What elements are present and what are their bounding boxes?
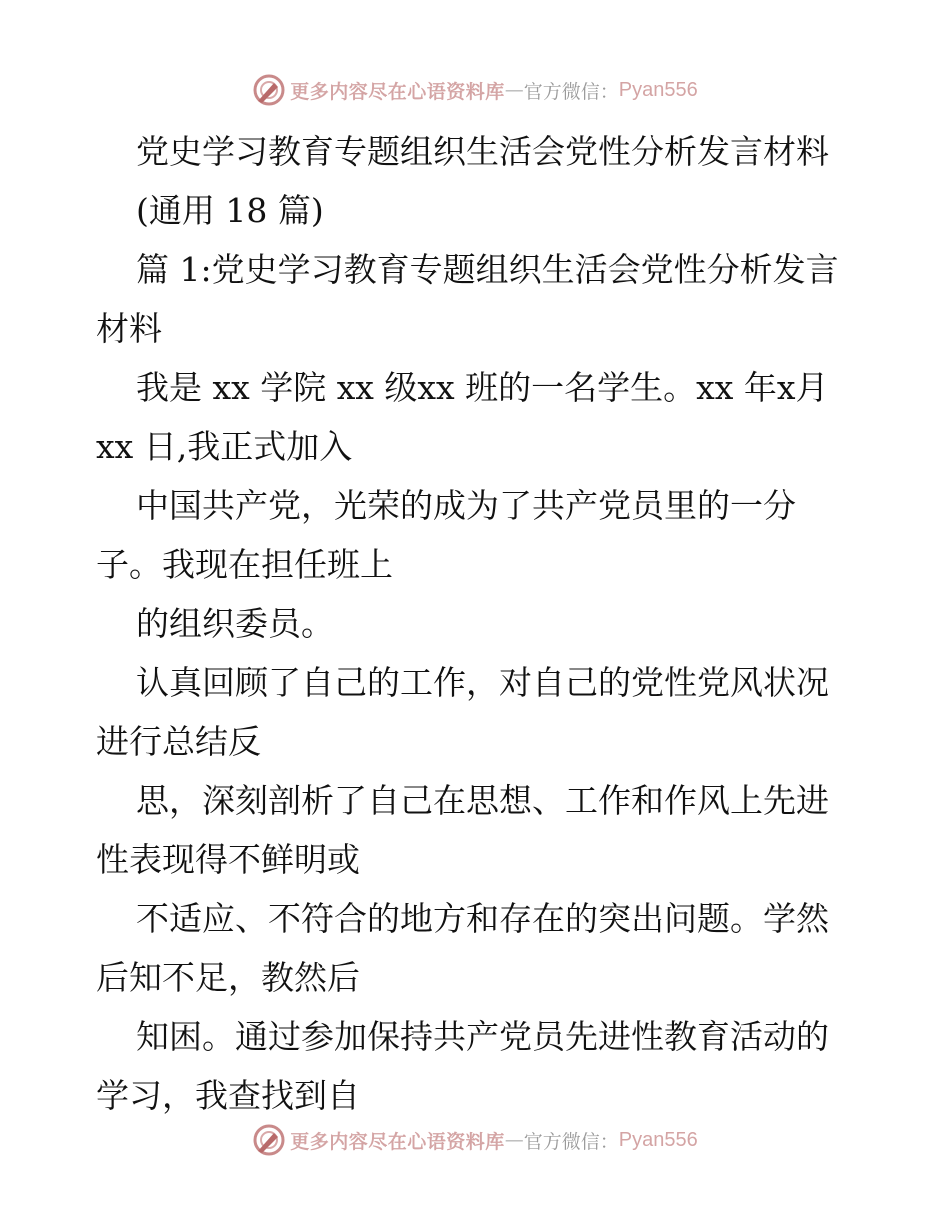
- watermark-dash: —: [504, 79, 524, 101]
- watermark-header: [0, 70, 950, 110]
- title-line-2: (通用 18 篇): [136, 191, 324, 230]
- document-body: [96, 122, 856, 1125]
- watermark-id: Pyan556: [618, 1128, 698, 1151]
- heading-line-1: 篇 1:党史学习教育专题组织生活会党性分析发: [136, 250, 806, 289]
- paragraph: [96, 1007, 856, 1125]
- paragraph: [96, 476, 856, 594]
- paragraph-line: 月xx 日,我正式加入: [96, 368, 829, 466]
- paragraph-line: 学习，我查找到自: [96, 1076, 360, 1115]
- watermark-site: 更多内容尽在心语资料库: [290, 80, 505, 103]
- paragraph-line: 中国共产党，光荣的成为了共产党员里的一分: [136, 486, 796, 525]
- watermark-footer: [0, 1120, 950, 1160]
- paragraph-line: 我是 xx 学院 xx 级xx 班的一名学生。xx 年x: [136, 368, 796, 407]
- paragraph: [96, 358, 856, 476]
- paragraph: [96, 889, 856, 1007]
- paragraph-line: 进行总结反: [96, 722, 261, 761]
- pen-logo-icon: [252, 1123, 286, 1157]
- paragraph-line: 后知不足，教然后: [96, 958, 360, 997]
- paragraph: [96, 653, 856, 771]
- paragraph: [96, 594, 856, 653]
- title-line-1: 党史学习教育专题组织生活会党性分析发言材料: [136, 132, 829, 171]
- paragraph-line: 不适应、不符合的地方和存在的突出问题。学然: [136, 899, 829, 938]
- paragraph-line: 的组织委员。: [136, 604, 334, 643]
- watermark-site: 更多内容尽在心语资料库: [290, 1130, 505, 1153]
- paragraph-line: 知困。通过参加保持共产党员先进性教育活动的: [136, 1017, 829, 1056]
- paragraph-line: 认真回顾了自己的工作，对自己的党性党风状况: [136, 663, 829, 702]
- watermark-label: 官方微信：: [523, 1130, 619, 1153]
- paragraph-line: 性表现得不鲜明或: [96, 840, 360, 879]
- paragraph-line: 思，深刻剖析了自己在思想、工作和作风上先进: [136, 781, 829, 820]
- heading-line-2: 言材料: [96, 250, 839, 348]
- paragraph-line: 子。我现在担任班上: [96, 545, 393, 584]
- watermark-label: 官方微信：: [523, 80, 619, 103]
- section-heading: [96, 240, 856, 358]
- watermark-dash: —: [504, 1129, 524, 1151]
- watermark-id: Pyan556: [618, 78, 698, 101]
- doc-title: [96, 122, 856, 240]
- paragraph: [96, 771, 856, 889]
- pen-logo-icon: [252, 73, 286, 107]
